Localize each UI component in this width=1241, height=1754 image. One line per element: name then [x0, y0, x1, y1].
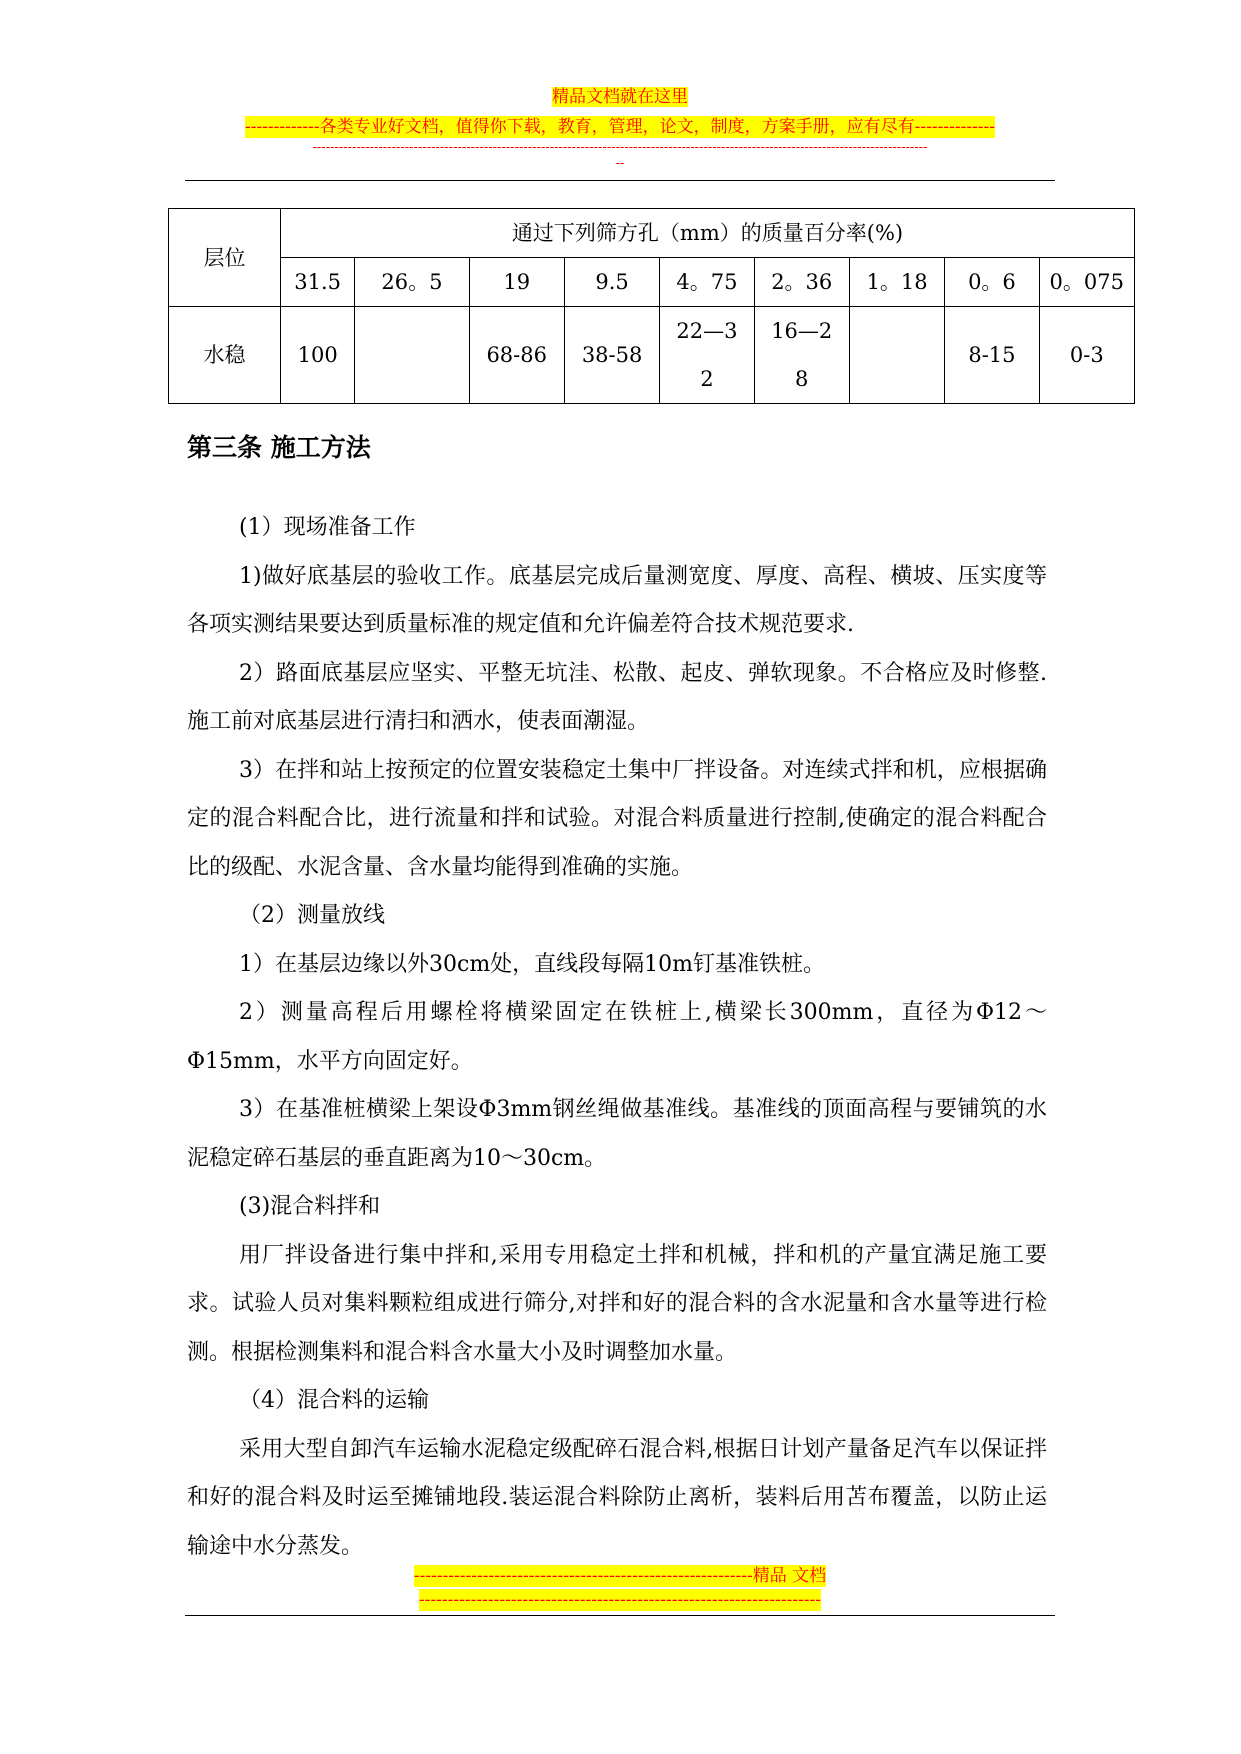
sieve-cell: 2。36 — [754, 258, 849, 307]
gradation-table — [168, 208, 1135, 404]
header-dash-end: -- — [615, 156, 625, 171]
subheading: （2）测量放线 — [239, 903, 385, 928]
value-cell: 100 — [281, 307, 355, 404]
sieve-cell: 1。18 — [849, 258, 944, 307]
paragraph: 2）路面底基层应坚实、平整无坑洼、松散、起皮、弹软现象。不合格应及时修整.施工前对底基层进行清扫和洒水，使表面潮湿。 — [187, 660, 1047, 734]
header-rule — [185, 180, 1055, 181]
sieve-cell: 9.5 — [564, 258, 659, 307]
sieve-cell: 0。6 — [945, 258, 1039, 307]
table-row — [169, 307, 1135, 404]
subheading: （4）混合料的运输 — [239, 1388, 429, 1413]
section-title: 第三条 施工方法 — [187, 433, 371, 462]
subheading: (1）现场准备工作 — [239, 515, 416, 540]
sieve-cell: 26。5 — [355, 258, 469, 307]
paragraph: 用厂拌设备进行集中拌和,采用专用稳定土拌和机械，拌和机的产量宜满足施工要求。试验人员对集料颗粒组成进行筛分,对拌和好的混合料的含水泥量和含水量等进行检测。根据检测集料和混合料含水量大小及时调整加水量。 — [187, 1242, 1047, 1365]
footer-line-2: ---------------------------------------------------------------------- — [418, 1590, 822, 1610]
paragraph: 2）测量高程后用螺栓将横梁固定在铁桩上,横梁长300mm，直径为Φ12～Φ15mm，水平方向固定好。 — [187, 1000, 1047, 1074]
paragraph: 1）在基层边缘以外30cm处，直线段每隔10m钉基准铁桩。 — [239, 951, 826, 977]
header-title: 精品文档就在这里 — [552, 87, 688, 107]
value-cell: 68-86 — [469, 307, 564, 404]
subheading: (3)混合料拌和 — [239, 1194, 381, 1219]
group-header-cell: 通过下列筛方孔（mm）的质量百分率(%) — [281, 209, 1135, 258]
page-header — [185, 86, 1055, 172]
sieve-cell: 31.5 — [281, 258, 355, 307]
paragraph: 3）在基准桩横梁上架设Φ3mm钢丝绳做基准线。基准线的顶面高程与要铺筑的水泥稳定碎石基层的垂直距离为10～30cm。 — [187, 1097, 1047, 1171]
value-cell: 38-58 — [564, 307, 659, 404]
footer-line-1: -----------------------------------------------------------精品 文档 — [413, 1566, 827, 1586]
sieve-cell: 4。75 — [660, 258, 754, 307]
paragraph-list — [187, 504, 1047, 1571]
page-footer — [185, 1565, 1055, 1611]
paragraph: 1)做好底基层的验收工作。底基层完成后量测宽度、厚度、高程、横坡、压实度等各项实测结果要达到质量标准的规定值和允许偏差符合技术规范要求. — [187, 563, 1047, 637]
sieve-row — [169, 258, 1135, 307]
paragraph: 采用大型自卸汽车运输水泥稳定级配碎石混合料,根据日计划产量备足汽车以保证拌和好的混合料及时运至摊铺地段.装运混合料除防止离析，装料后用苫布覆盖，以防止运输途中水分蒸发。 — [187, 1436, 1047, 1559]
paragraph: 3）在拌和站上按预定的位置安装稳定土集中厂拌设备。对连续式拌和机，应根据确定的混合料配合比，进行流量和拌和试验。对混合料质量进行控制,使确定的混合料配合比的级配、水泥含量、含水量均能得到准确的实施。 — [187, 757, 1047, 880]
main-content — [187, 430, 1047, 1571]
header-slogan: -------------各类专业好文档，值得你下载，教育，管理，论文，制度，方案手册，应有尽有-------------- — [244, 117, 996, 137]
value-cell: 0-3 — [1039, 307, 1134, 404]
value-cell: 16—28 — [754, 307, 849, 404]
sieve-cell: 19 — [469, 258, 564, 307]
header-dash-line: -------------------------------------------------------------------------------------------------------------------------------------------- — [312, 140, 928, 155]
row-label-cell: 水稳 — [169, 307, 281, 404]
value-cell — [849, 307, 944, 404]
footer-rule — [185, 1615, 1055, 1616]
sieve-cell: 0。075 — [1039, 258, 1134, 307]
value-cell: 22—32 — [660, 307, 754, 404]
value-cell: 8-15 — [945, 307, 1039, 404]
value-cell — [355, 307, 469, 404]
row-header-cell: 层位 — [169, 209, 281, 307]
